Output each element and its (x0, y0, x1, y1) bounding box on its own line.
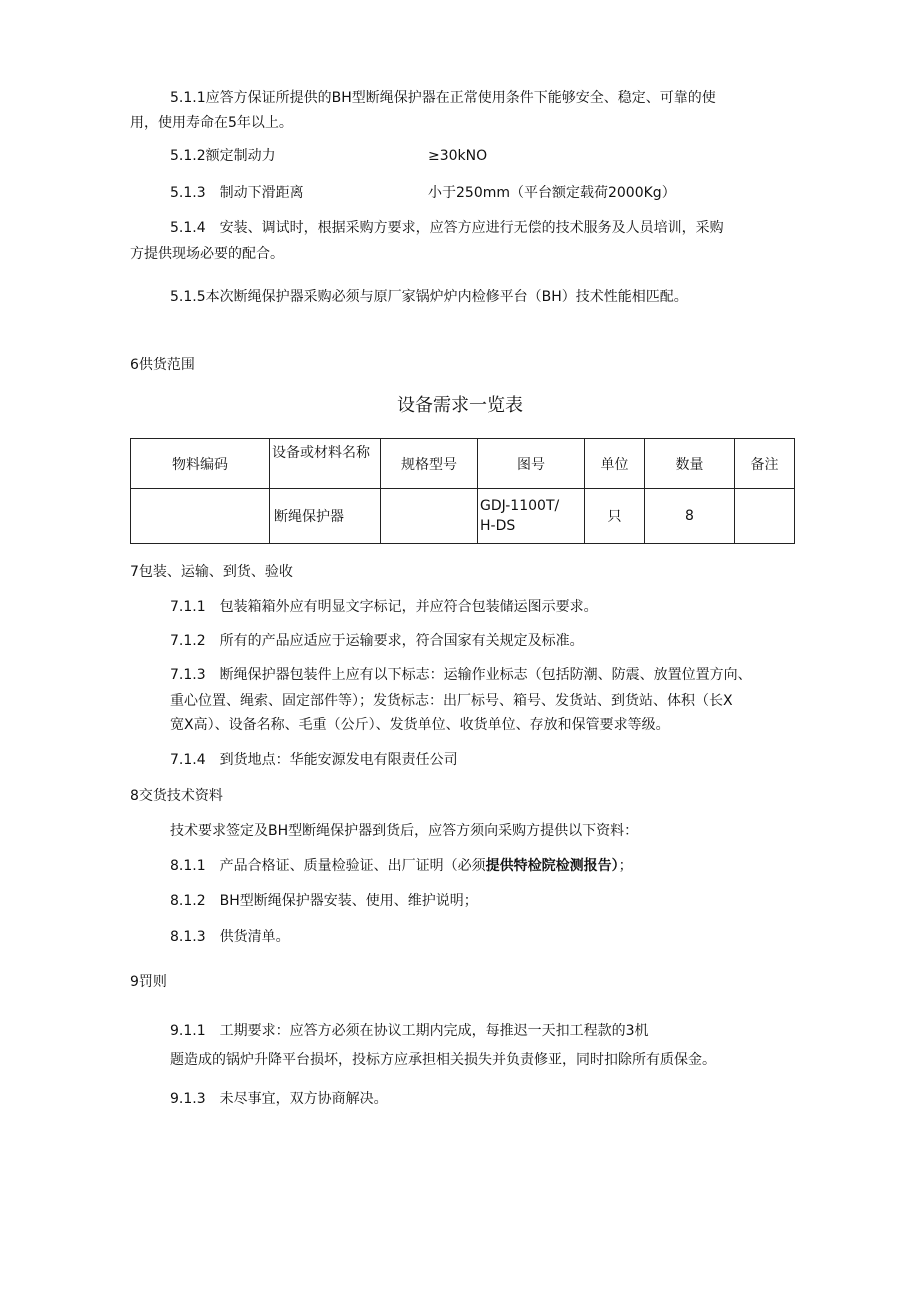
clause-5-1-4-line2: 方提供现场必要的配合。 (130, 246, 284, 262)
section-8-heading: 8交货技术资料 (130, 788, 223, 804)
header-drawing-no: 图号 (478, 439, 585, 489)
clause-7-1-1: 7.1.1 包装箱箱外应有明显文字标记，并应符合包装储运图示要求。 (170, 599, 598, 615)
clause-5-1-1-line1: 5.1.1应答方保证所提供的BH型断绳保护器在正常使用条件下能够安全、稳定、可靠的使 (170, 90, 716, 106)
clause-5-1-5: 5.1.5本次断绳保护器采购必须与原厂家锅炉炉内检修平台（BH）技术性能相匹配。 (170, 289, 688, 305)
header-spec-model: 规格型号 (381, 439, 478, 489)
header-remark: 备注 (735, 439, 795, 489)
cell-material-code (131, 489, 270, 544)
section-7-heading: 7包装、运输、到货、验收 (130, 564, 293, 580)
table-row (131, 489, 795, 544)
clause-8-1-3: 8.1.3 供货清单。 (170, 929, 290, 945)
clause-5-1-3-value: 小于250mm（平台额定载荷2000Kg） (428, 185, 676, 201)
header-quantity: 数量 (645, 439, 735, 489)
header-material-code: 物料编码 (131, 439, 270, 489)
clause-7-1-3-line2: 重心位置、绳索、固定部件等）；发货标志：出厂标号、箱号、发货站、到货站、体积（长X (170, 693, 733, 709)
clause-9-1-1: 9.1.1 工期要求：应答方必须在协议工期内完成，每推迟一天扣工程款的3机 (170, 1023, 649, 1039)
clause-5-1-2-value: ≥30kNO (428, 148, 488, 164)
cell-unit: 只 (585, 489, 645, 544)
equipment-requirements-table (130, 438, 795, 544)
cell-drawing-no-line1: GDJ-1100T/ (480, 498, 560, 514)
clause-5-1-4-line1: 5.1.4 安装、调试时，根据采购方要求，应答方应进行无偿的技术服务及人员培训，采购 (170, 220, 724, 236)
cell-remark (735, 489, 795, 544)
clause-7-1-3-line1: 7.1.3 断绳保护器包装件上应有以下标志：运输作业标志（包括防潮、防震、放置位置方向、 (170, 667, 752, 683)
clause-5-1-3-label: 5.1.3 制动下滑距离 (170, 185, 304, 201)
clause-7-1-4: 7.1.4 到货地点：华能安源发电有限责任公司 (170, 752, 458, 768)
clause-9-1-3: 9.1.3 未尽事宜，双方协商解决。 (170, 1091, 388, 1107)
clause-5-1-1-line2: 用，使用寿命在5年以上。 (130, 115, 293, 131)
clause-7-1-3-line3: 宽X高）、设备名称、毛重（公斤）、发货单位、收货单位、存放和保管要求等级。 (170, 717, 670, 733)
clause-7-1-2: 7.1.2 所有的产品应适应于运输要求，符合国家有关规定及标准。 (170, 633, 584, 649)
clause-5-1-2-label: 5.1.2额定制动力 (170, 148, 276, 164)
table-title: 设备需求一览表 (397, 395, 523, 416)
table-header-row (131, 439, 795, 489)
header-unit: 单位 (585, 439, 645, 489)
cell-drawing-no-line2: H-DS (480, 518, 516, 534)
clause-8-1-1-end: ； (618, 858, 633, 874)
section-8-intro: 技术要求签定及BH型断绳保护器到货后，应答方须向采购方提供以下资料： (170, 823, 639, 839)
clause-9-1-1-continued: 题造成的锅炉升降平台损坏，投标方应承担相关损失并负责修亚，同时扣除所有质保金。 (170, 1052, 716, 1068)
section-6-heading: 6供货范围 (130, 357, 195, 373)
cell-drawing-no (478, 489, 585, 544)
clause-8-1-1-emphasis: 提供特检院检测报告） (485, 858, 619, 874)
clause-8-1-1 (170, 856, 633, 876)
cell-quantity: 8 (645, 489, 735, 544)
section-9-heading: 9罚则 (130, 974, 167, 990)
cell-equipment-name: 断绳保护器 (270, 489, 381, 544)
clause-8-1-1-text: 8.1.1 产品合格证、质量检验证、出厂证明（必须 (170, 858, 486, 874)
header-equipment-name: 设备或材料名称 (270, 439, 381, 489)
cell-spec-model (381, 489, 478, 544)
clause-8-1-2: 8.1.2 BH型断绳保护器安装、使用、维护说明； (170, 893, 478, 909)
